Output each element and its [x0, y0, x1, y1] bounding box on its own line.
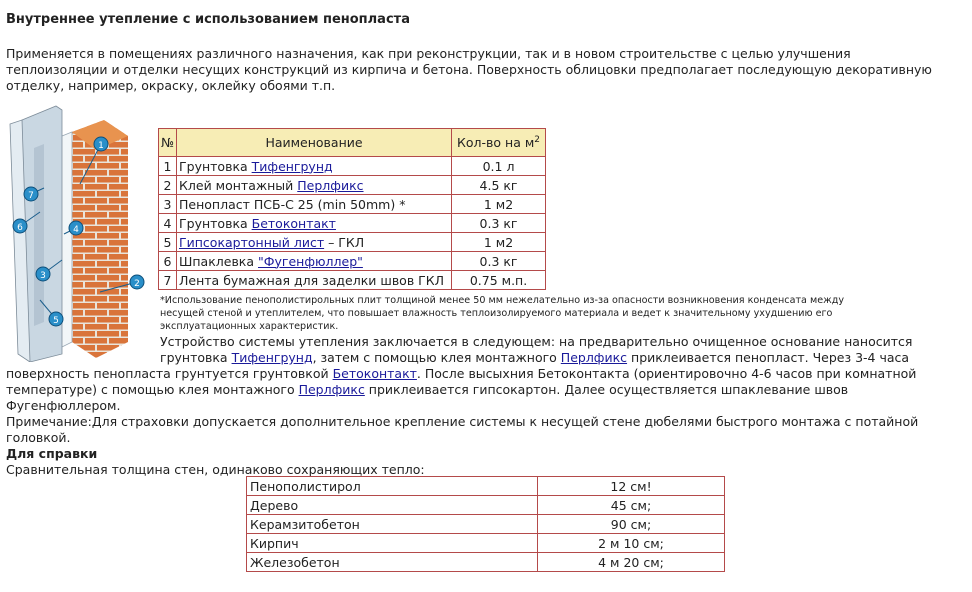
table-row: 2 Клей монтажный Перлфикс 4.5 кг [159, 176, 546, 195]
callout-1 [94, 137, 108, 151]
comparison-table [246, 476, 725, 572]
materials-header-row [159, 129, 546, 157]
link-perlfix-text[interactable]: Перлфикс [560, 350, 628, 365]
note-line-2: головкой. [6, 430, 71, 445]
link-fugenfuller[interactable]: "Фугенфюллер" [258, 253, 363, 269]
link-tifengrund[interactable]: Тифенгрунд [251, 158, 333, 174]
body-line-5: Фугенфюллером. [6, 398, 121, 413]
table-row: Пенополистирол 12 см! [247, 477, 725, 496]
callout-7 [24, 187, 38, 201]
header-name: Наименование [177, 129, 452, 157]
body-line-4: температуре) с помощью клея монтажного Перлфикс приклеивается гипсокартон. Далее осуществляется шпаклевание швов [6, 382, 849, 397]
materials-table [158, 128, 546, 290]
wall-layers-illustration [0, 92, 156, 362]
link-betokontakt-text[interactable]: Бетоконтакт [332, 366, 417, 381]
table-row: Кирпич 2 м 10 см; [247, 534, 725, 553]
svg-text:1: 1 [98, 141, 104, 151]
intro-line-3: отделку, например, окраску, оклейку обоями т.п. [6, 78, 336, 93]
note-line-1: Примечание:Для страховки допускается дополнительное крепление системы к несущей стене дюбелями быстрого монтажа с потайной [6, 414, 919, 429]
svg-text:2: 2 [134, 279, 140, 289]
callout-3 [36, 267, 50, 281]
header-number: № [159, 129, 177, 157]
callout-5 [49, 312, 63, 326]
link-perlfix-text-2[interactable]: Перлфикс [298, 382, 365, 397]
reference-heading: Для справки [6, 446, 98, 461]
page-title: Внутреннее утепление с использованием пенопласта [6, 12, 410, 27]
table-row: 4 Грунтовка Бетоконтакт 0.3 кг [159, 214, 546, 233]
table-row: 6 Шпаклевка "Фугенфюллер" 0.3 кг [159, 252, 546, 271]
link-tifengrund-text[interactable]: Тифенгрунд [231, 350, 313, 365]
brick-wall [72, 120, 128, 358]
table-row: 7 Лента бумажная для заделки швов ГКЛ 0.75 м.п. [159, 271, 546, 290]
body-line-1: Устройство системы утепления заключается в следующем: на предварительно очищенное основание наносится [160, 334, 913, 349]
table-row: 1 Грунтовка Тифенгрунд 0.1 л [159, 157, 546, 176]
callout-6 [13, 219, 27, 233]
table-row: Железобетон 4 м 20 см; [247, 553, 725, 572]
reference-subtitle: Сравнительная толщина стен, одинаково сохраняющих тепло: [6, 462, 425, 477]
link-gipsokarton[interactable]: Гипсокартонный лист [179, 234, 325, 250]
footnote: *Использование пенополистирольных плит толщиной менее 50 мм нежелательно из-за опасности возникновения конденсата между несущей стеной и утеплителем, что повышает влажность теплоизолируемого материала и ведет к значительному ухудшению его эксплуатационных характеристик. [160, 295, 845, 332]
svg-text:4: 4 [73, 225, 79, 235]
callout-4 [69, 221, 83, 235]
header-qty: Кол-во на $м^2$ [452, 129, 546, 157]
table-row: 3 Пенопласт ПСБ-С 25 (min 50mm) * 1 м2 [159, 195, 546, 214]
table-row: 5 Гипсокартонный лист – ГКЛ 1 м2 [159, 233, 546, 252]
callout-2 [130, 275, 144, 289]
link-betokontakt[interactable]: Бетоконтакт [251, 215, 336, 231]
table-row: Керамзитобетон 90 см; [247, 515, 725, 534]
intro-line-2: теплоизоляции и отделки несущих конструкций из кирпича и бетона. Поверхность облицовки предполагает последующую декоративную [6, 62, 932, 77]
svg-text:6: 6 [17, 223, 23, 233]
svg-text:3: 3 [40, 271, 46, 281]
intro-line-1: Применяется в помещениях различного назначения, как при реконструкции, так и в новом строительстве с целью улучшения [6, 46, 851, 61]
body-line-3: поверхность пенопласта грунтуется грунтовкой Бетоконтакт. После высыхния Бетоконтакта (ориентировочно 4-6 часов при комнатной [6, 366, 917, 381]
link-perlfix[interactable]: Перлфикс [297, 177, 364, 193]
svg-text:7: 7 [28, 191, 34, 201]
svg-text:5: 5 [53, 316, 59, 326]
table-row: Дерево 45 см; [247, 496, 725, 515]
body-line-2: грунтовка Тифенгрунд, затем с помощью клея монтажного Перлфикс приклеивается пенопласт. Через 3-4 часа [160, 350, 910, 365]
